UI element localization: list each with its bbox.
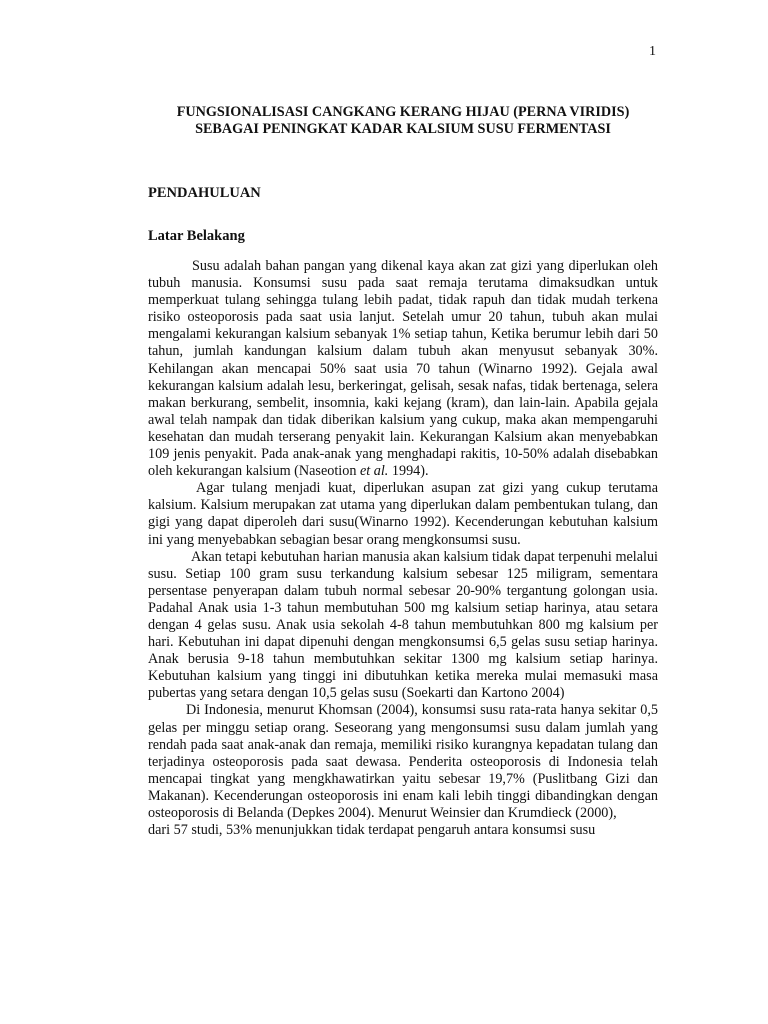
paragraph-1 xyxy=(148,258,658,480)
paragraph-3: Akan tetapi kebutuhan harian manusia akan kalsium tidak dapat terpenuhi melalui susu. Setiap 100 gram susu terkandung kalsium sebesar 125 miligram, sementara persentase penyerapan dalam tubuh normal sebesar 20-90% tergantung golongan usia. Padahal Anak usia 1-3 tahun membutuhan 500 mg kalsium setiap harinya, atau setara dengan 4 gelas susu. Anak usia sekolah 4-8 tahun membutuhkan 800 mg kalsium per hari. Kebutuhan ini dapat dipenuhi dengan mengkonsumsi 6,5 gelas susu setiap harinya. Anak berusia 9-18 tahun membutuhkan sekitar 1300 mg kalsium setiap harinya. Kebutuhan kalsium yang tinggi ini dibutuhkan ketika mereka mulai memasuki masa pubertas yang setara dengan 10,5 gelas susu (Soekarti dan Kartono 2004) xyxy=(148,548,658,702)
paragraph-1-end: 1994). xyxy=(388,463,429,480)
paragraph-1-text: Susu adalah bahan pangan yang dikenal kaya akan zat gizi yang diperlukan oleh tubuh manusia. Konsumsi susu pada saat remaja terutama dimaksudkan untuk memperkuat tulang sehingga tulang lebih padat, tidak rapuh dan tidak mudah terkena risiko osteoporosis pada saat usia lanjut. Setelah umur 20 tahun, tubuh akan mulai mengalami kekurangan kalsium sebanyak 1% setiap tahun, Ketika berumur lebih dari 50 tahun, jumlah kandungan kalsium dalam tubuh akan menyusut sebanyak 30%. Kehilangan akan mencapai 50% saat usia 70 tahun (Winarno 1992). Gejala awal kekurangan kalsium adalah lesu, berkeringat, gelisah, sesak nafas, tidak bertenaga, selera makan berkurang, sembelit, insomnia, kaki kejang (kram), dan lain-lain. Apabila gejala awal telah nampak dan tidak diberikan kalsium yang cukup, maka akan mempengaruhi kesehatan dan mudah terserang penyakit lain. Kekurangan Kalsium akan menyebabkan 109 jenis penyakit. Pada anak-anak yang menghadapi rakitis, 10-50% adalah disebabkan oleh kekurangan kalsium (Naseotion xyxy=(148,258,658,480)
paragraph-2: Agar tulang menjadi kuat, diperlukan asupan zat gizi yang cukup terutama kalsium. Kalsium merupakan zat utama yang diperlukan dalam pembentukan tulang, dan gigi yang dapat diperoleh dari susu(Winarno 1992). Kecenderungan kebutuhan kalsium ini yang menyebabkan sebagian besar orang mengkonsumsi susu. xyxy=(148,480,658,548)
title-line-2: SEBAGAI PENINGKAT KADAR KALSIUM SUSU FERMENTASI xyxy=(195,121,611,137)
title-line-1: FUNGSIONALISASI CANGKANG KERANG HIJAU (PERNA VIRIDIS) xyxy=(176,104,630,120)
paragraph-5: dari 57 studi, 53% menunjukkan tidak terdapat pengaruh antara konsumsi susu xyxy=(148,822,596,839)
page-number: 1 xyxy=(649,44,656,59)
section-heading: PENDAHULUAN xyxy=(148,185,261,201)
body-text xyxy=(148,258,658,839)
paragraph-4: Di Indonesia, menurut Khomsan (2004), konsumsi susu rata-rata hanya sekitar 0,5 gelas per minggu setiap orang. Seseorang yang mengonsumsi susu dalam jumlah yang rendah pada saat anak-anak dan remaja, memiliki risiko kurangnya kepadatan tulang dan terjadinya osteoporosis pada saat dewasa. Penderita osteoporosis di Indonesia telah mencapai tingkat yang mengkhawatirkan yaitu sebesar 19,7% (Puslitbang Gizi dan Makanan). Kecenderungan osteoporosis ini enam kali lebih tinggi dibandingkan dengan osteoporosis di Belanda (Depkes 2004). Menurut Weinsier dan Krumdieck (2000), xyxy=(148,702,658,821)
document-title xyxy=(148,104,658,138)
subsection-heading: Latar Belakang xyxy=(148,228,245,244)
citation-italic: et al. xyxy=(359,463,389,480)
